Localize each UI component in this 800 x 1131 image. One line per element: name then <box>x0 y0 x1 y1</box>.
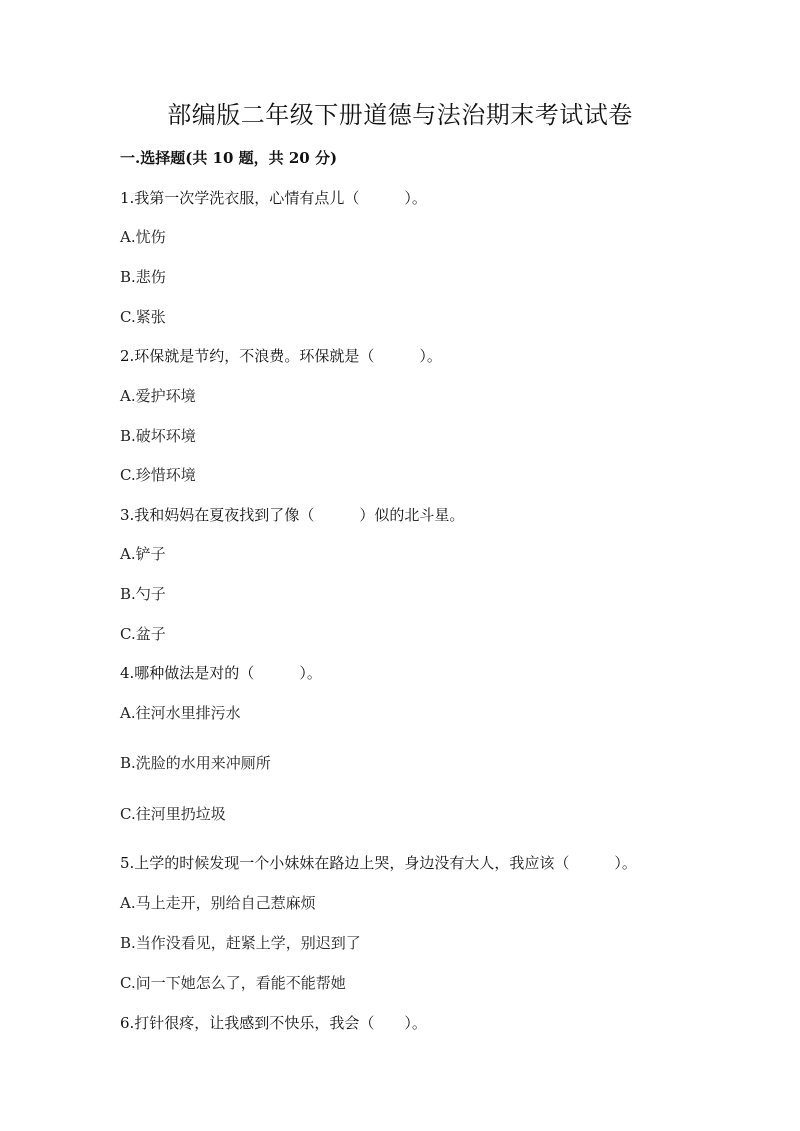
question-2-stem: 2.环保就是节约，不浪费。环保就是（ ）。 <box>120 347 442 365</box>
question-5-option-b: B.当作没看见，赶紧上学，别迟到了 <box>120 934 361 952</box>
page-title: 部编版二年级下册道德与法治期末考试试卷 <box>167 101 633 129</box>
question-3-option-a: A.铲子 <box>120 545 166 563</box>
question-5-stem: 5.上学的时候发现一个小妹妹在路边上哭，身边没有大人，我应该（ ）。 <box>120 854 637 872</box>
question-3-option-c: C.盆子 <box>120 625 166 643</box>
question-2-option-b: B.破坏环境 <box>120 427 196 445</box>
question-1-option-a: A.忧伤 <box>120 228 166 246</box>
question-5-option-c: C.问一下她怎么了，看能不能帮她 <box>120 974 346 992</box>
question-1-option-c: C.紧张 <box>120 308 166 326</box>
section-heading: 一.选择题(共 10 题，共 20 分) <box>120 149 338 167</box>
question-4-option-b: B.洗脸的水用来冲厕所 <box>120 754 271 772</box>
question-1-stem: 1.我第一次学洗衣服，心情有点儿（ ）。 <box>120 189 427 207</box>
question-5-option-a: A.马上走开，别给自己惹麻烦 <box>120 894 316 912</box>
question-4-stem: 4.哪种做法是对的（ ）。 <box>120 664 322 682</box>
question-2-option-c: C.珍惜环境 <box>120 466 196 484</box>
question-3-stem: 3.我和妈妈在夏夜找到了像（ ）似的北斗星。 <box>120 506 465 524</box>
question-6-stem: 6.打针很疼，让我感到不快乐，我会（ ）。 <box>120 1014 427 1032</box>
question-4-option-a: A.往河水里排污水 <box>120 704 241 722</box>
question-2-option-a: A.爱护环境 <box>120 387 196 405</box>
question-3-option-b: B.勺子 <box>120 585 166 603</box>
question-1-option-b: B.悲伤 <box>120 268 166 286</box>
question-4-option-c: C.往河里扔垃圾 <box>120 805 226 823</box>
